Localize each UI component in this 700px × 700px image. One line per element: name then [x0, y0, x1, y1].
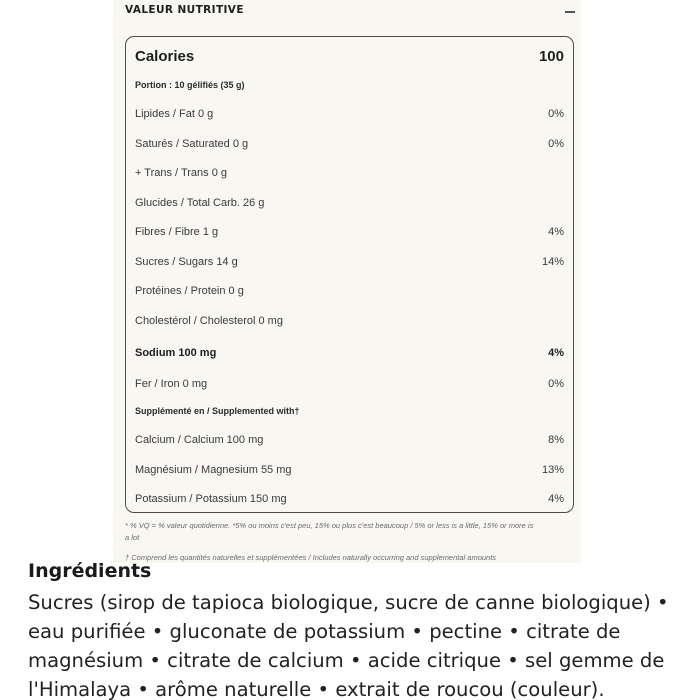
- nutrient-name: Cholestérol / Cholesterol 0 mg: [135, 315, 283, 327]
- nutrient-name: Fibres / Fibre 1 g: [135, 226, 219, 238]
- ingredients-title: Ingrédients: [28, 560, 152, 582]
- nutrient-name: Protéines / Protein 0 g: [135, 285, 244, 297]
- nutrient-dv: 13%: [541, 464, 564, 476]
- panel-title: VALEUR NUTRITIVE: [125, 4, 244, 16]
- supplemented-heading: Supplémenté en / Supplemented with†: [135, 406, 300, 416]
- daily-value-footnote: [125, 520, 577, 544]
- nutrient-dv: 4%: [548, 226, 564, 238]
- nutrient-name: Sucres / Sugars 14 g: [135, 256, 238, 268]
- nutrient-name: Glucides / Total Carb. 26 g: [135, 197, 265, 209]
- serving-size: Portion : 10 gélifiés (35 g): [135, 80, 245, 90]
- ingredients-line: eau purifiée • gluconate de potassium • pectine • citrate de: [28, 620, 621, 643]
- nutrient-name: Potassium / Potassium 150 mg: [135, 493, 287, 505]
- nutrient-dv: 8%: [548, 434, 564, 446]
- nutrient-dv: 4%: [548, 493, 564, 505]
- nutrient-dv: 0%: [548, 108, 564, 120]
- ingredients-line: Sucres (sirop de tapioca biologique, sucre de canne biologique) •: [28, 591, 669, 614]
- daily-value-footnote-line: * % VQ = % valeur quotidienne. *5% ou moins c'est peu, 15% ou plus c'est beaucoup / 5% or less is a little, 15% or more is: [125, 521, 534, 530]
- daily-value-footnote-line: a lot: [125, 533, 140, 542]
- nutrient-name: Lipides / Fat 0 g: [135, 108, 214, 120]
- ingredients-line: l'Himalaya • arôme naturelle • extrait de roucou (couleur).: [28, 678, 605, 700]
- collapse-icon[interactable]: [565, 11, 575, 13]
- dagger-footnote: † Comprend les quantités naturelles et supplémentées / Includes naturally occurring and supplemental amounts: [125, 553, 497, 562]
- calories-value: 100: [538, 48, 564, 65]
- nutrition-panel: [113, 0, 581, 563]
- nutrient-dv: 0%: [548, 378, 564, 390]
- nutrition-facts-table: [125, 36, 574, 513]
- nutrient-name: Saturés / Saturated 0 g: [135, 138, 249, 150]
- calories-label: Calories: [135, 48, 195, 65]
- ingredients-list: [28, 588, 688, 700]
- nutrient-name: Magnésium / Magnesium 55 mg: [135, 464, 292, 476]
- nutrition-accordion-header[interactable]: [125, 4, 577, 18]
- nutrient-dv: 14%: [541, 256, 564, 268]
- nutrient-name: Sodium 100 mg: [135, 347, 217, 359]
- nutrient-name: Calcium / Calcium 100 mg: [135, 434, 264, 446]
- nutrient-name: + Trans / Trans 0 g: [135, 167, 228, 179]
- nutrient-name: Fer / Iron 0 mg: [135, 378, 208, 390]
- nutrient-dv: 4%: [548, 347, 564, 359]
- nutrient-dv: 0%: [548, 138, 564, 150]
- ingredients-line: magnésium • citrate de calcium • acide citrique • sel gemme de: [28, 649, 665, 672]
